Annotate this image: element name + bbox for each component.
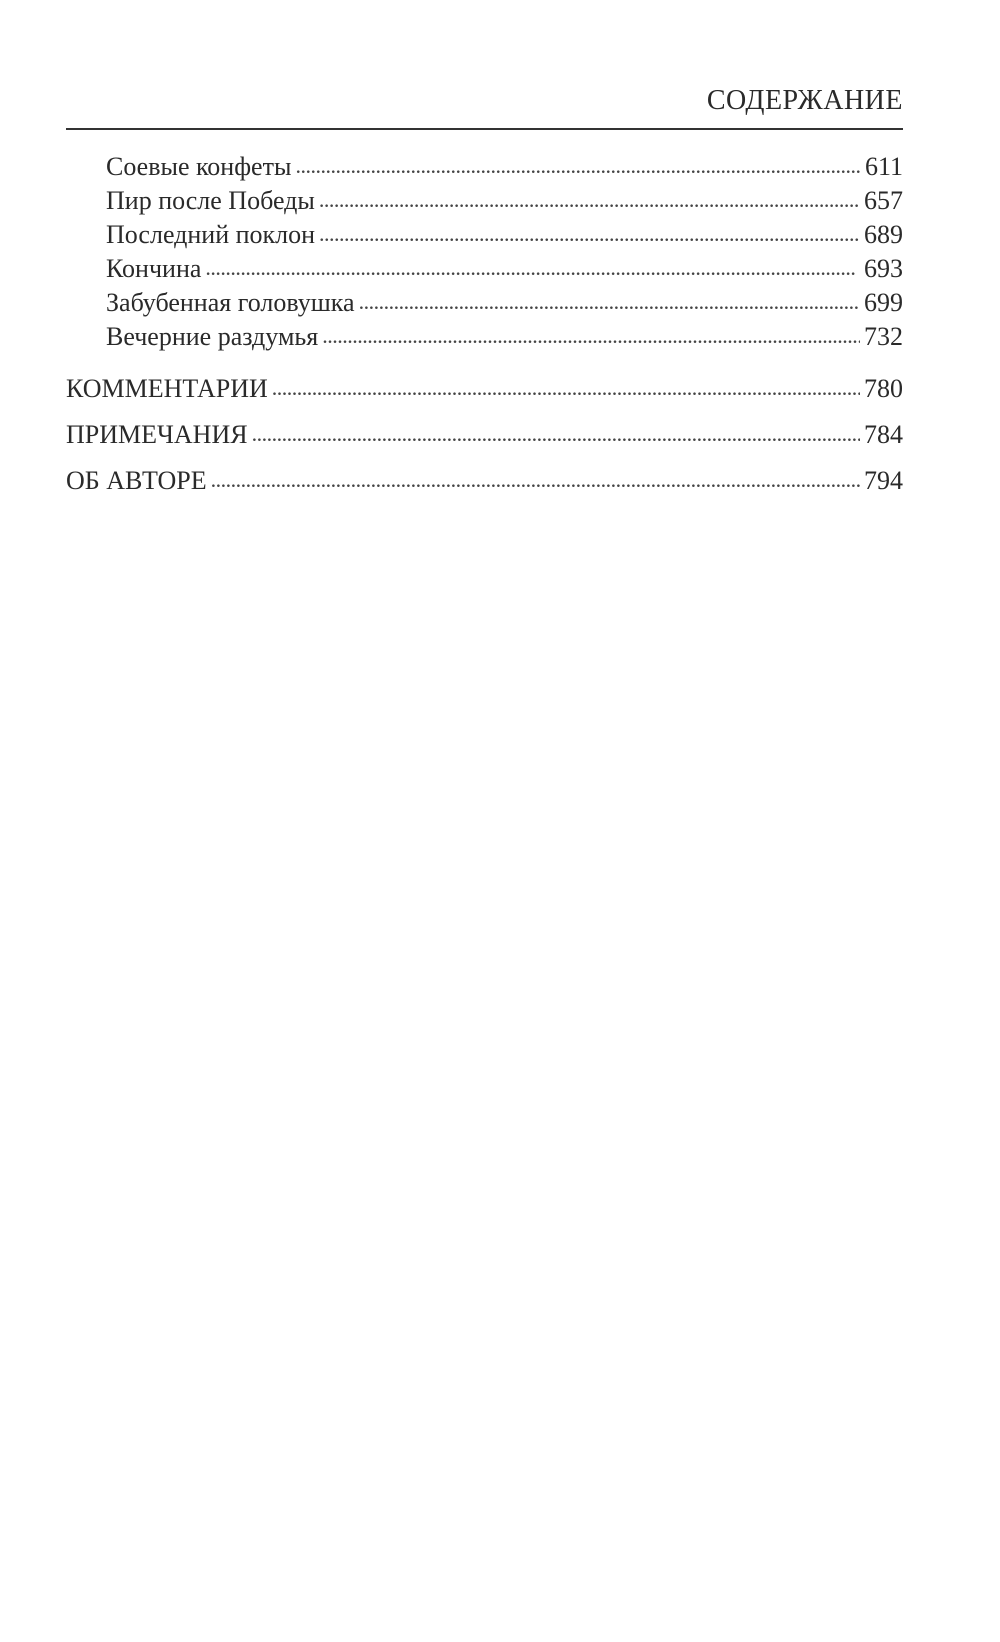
toc-entry xyxy=(66,252,903,286)
toc-entry xyxy=(66,218,903,252)
toc-section-page: 794 xyxy=(864,466,903,495)
toc-entry-title: Вечерние раздумья xyxy=(106,322,319,351)
toc-section-page: 780 xyxy=(864,374,903,403)
dot-leader xyxy=(319,216,860,251)
toc-section-title: ОБ АВТОРЕ xyxy=(66,466,207,495)
dot-leader xyxy=(322,318,860,353)
dot-leader xyxy=(211,456,860,503)
toc-entry-page: 689 xyxy=(864,220,903,249)
dot-leader xyxy=(272,364,860,411)
dot-leader xyxy=(205,250,860,285)
toc-section-page: 784 xyxy=(864,420,903,449)
toc-entry-title: Пир после Победы xyxy=(106,186,315,215)
toc-entry-title: Кончина xyxy=(106,254,202,283)
toc-entry-page: 611 xyxy=(864,152,903,181)
toc-section-entry xyxy=(66,366,903,412)
dot-leader xyxy=(359,284,860,319)
toc-entry-page: 657 xyxy=(864,186,903,215)
dot-leader xyxy=(252,410,860,457)
dot-leader xyxy=(319,182,860,217)
toc-entry-page: 732 xyxy=(864,322,903,351)
table-of-contents xyxy=(66,150,903,504)
toc-entry-title: Последний поклон xyxy=(106,220,316,249)
toc-section-entry xyxy=(66,458,903,504)
toc-entry-title: Забубенная головушка xyxy=(106,288,355,317)
toc-entry-title: Соевые конфеты xyxy=(106,152,292,181)
toc-entry-page: 699 xyxy=(864,288,903,317)
toc-section-entry xyxy=(66,412,903,458)
toc-section-title: ПРИМЕЧАНИЯ xyxy=(66,420,248,449)
toc-entry xyxy=(66,184,903,218)
toc-section-title: КОММЕНТАРИИ xyxy=(66,374,268,403)
running-header xyxy=(66,80,903,130)
dot-leader xyxy=(295,148,861,183)
page-title: СОДЕРЖАНИЕ xyxy=(706,85,903,116)
toc-entry xyxy=(66,286,903,320)
toc-entry-page: 693 xyxy=(864,254,903,283)
toc-entry xyxy=(66,320,903,354)
toc-entry xyxy=(66,150,903,184)
